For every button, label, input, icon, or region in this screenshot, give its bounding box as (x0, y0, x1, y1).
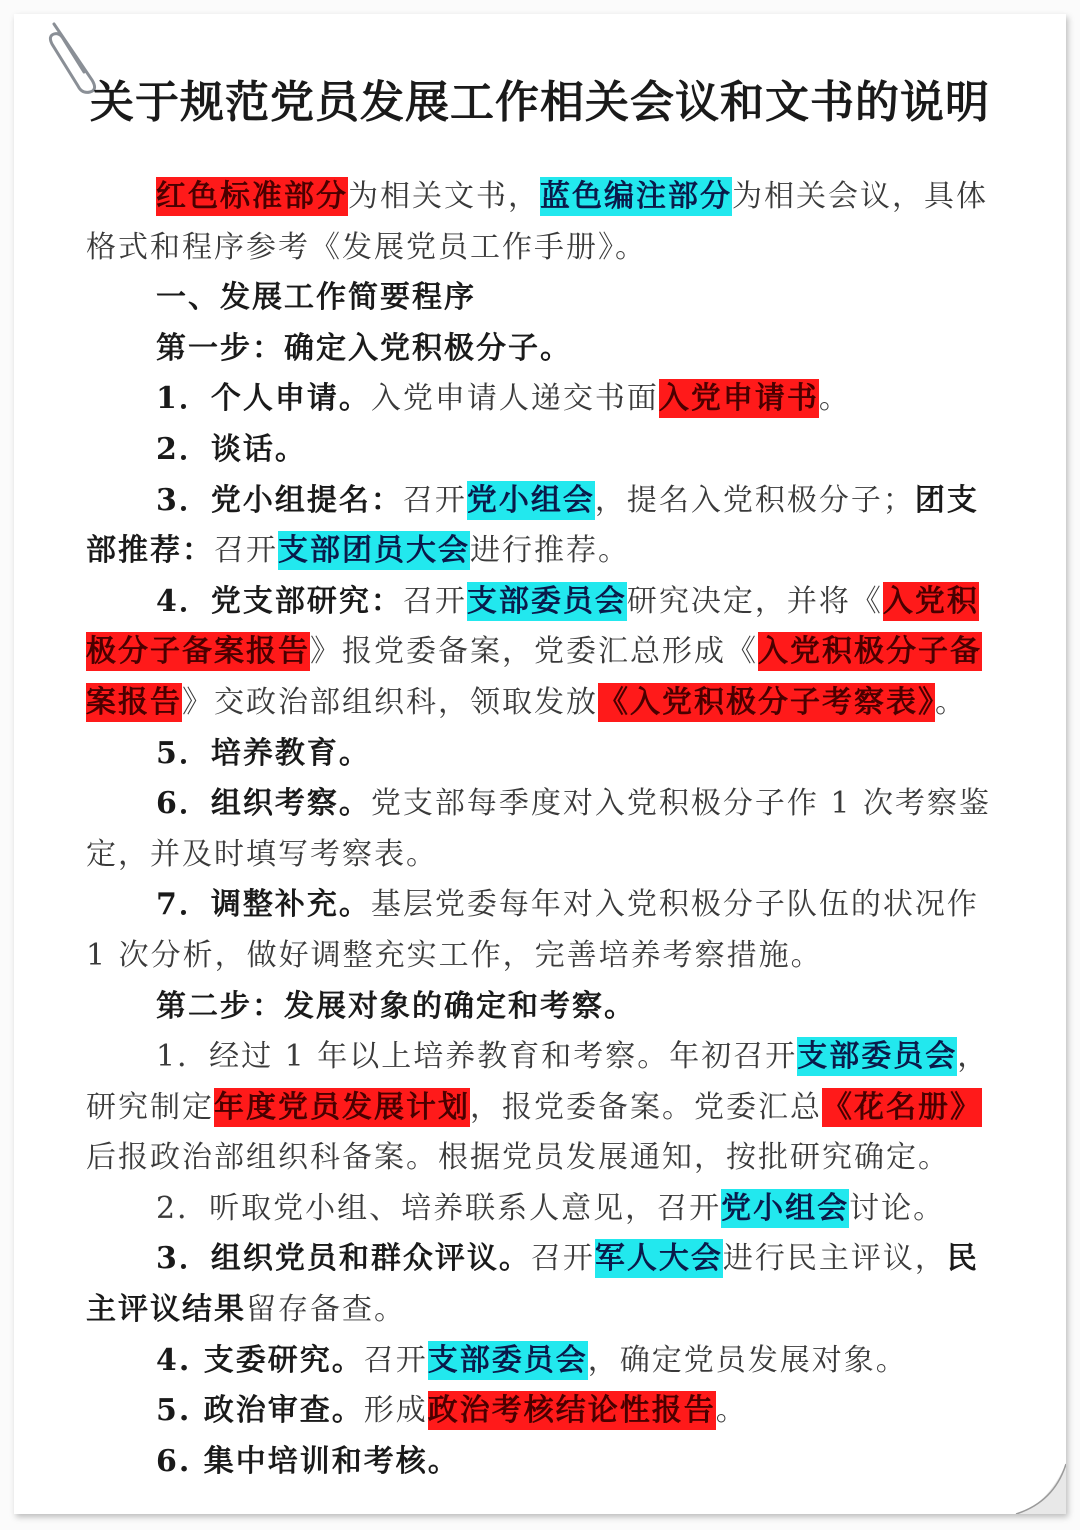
text: 》交政治部组织科，领取发放 (182, 684, 598, 720)
document-body (86, 172, 1046, 1487)
text: ，确定党员发展对象。 (587, 1342, 908, 1378)
step2-item-5 (86, 1386, 1046, 1437)
text: 召开 (402, 583, 467, 619)
step2-item-6 (86, 1437, 1046, 1488)
item-label: 6. 集中培训和考核。 (156, 1443, 460, 1479)
text: 2．听取党小组、培养联系人意见，召开 (156, 1190, 722, 1226)
meeting-highlight: 支部委员会 (466, 583, 627, 619)
item-label: 5．培养教育。 (156, 735, 371, 771)
section-heading: 一、发展工作简要程序 (156, 280, 476, 316)
document-highlight: 入党积 (882, 583, 979, 619)
item-label: 6．组织考察。 (156, 786, 371, 822)
text: 召开 (363, 1342, 428, 1378)
text: 召开 (214, 533, 278, 569)
step1-item-3 (86, 476, 1046, 527)
document-highlight: 入党申请书 (658, 381, 819, 417)
text: 为相关文书， (348, 179, 540, 214)
text: 进行民主评议， (722, 1241, 947, 1277)
text: 进行推荐。 (470, 533, 630, 569)
item-label: 4. 支委研究。 (156, 1342, 364, 1378)
cyan-legend: 蓝色编注部分 (540, 179, 732, 214)
text: 格式和程序参考《发展党员工作手册》。 (86, 229, 647, 265)
item-label: 团支 (914, 482, 979, 518)
step1-item-4-cont1 (86, 627, 1046, 678)
text: 形成 (363, 1393, 428, 1429)
text: 后报政治部组织科备案。根据党员发展通知，按批研究确定。 (86, 1140, 950, 1176)
text: ，提名入党积极分子； (594, 482, 915, 518)
meeting-highlight: 支部委员会 (797, 1039, 958, 1075)
text: 留存备查。 (246, 1292, 406, 1328)
item-label: 部推荐： (86, 533, 214, 569)
step2-heading: 第二步：发展对象的确定和考察。 (156, 988, 636, 1024)
text: 》报党委备案，党委汇总形成《 (310, 634, 758, 670)
text: 。 (818, 381, 851, 417)
step2-item-3 (86, 1234, 1046, 1285)
page-title: 关于规范党员发展工作相关会议和文书的说明 (90, 77, 990, 128)
step2-item-1-cont2 (86, 1133, 1046, 1184)
step1-item-7-cont (86, 931, 1046, 982)
step1-heading: 第一步：确定入党积极分子。 (156, 330, 572, 366)
item-label: 3．党小组提名： (156, 482, 403, 518)
step2-item-4 (86, 1336, 1046, 1387)
document-highlight: 《花名册》 (822, 1089, 982, 1125)
step1-item-1 (86, 374, 1046, 425)
text: 1 次分析，做好调整充实工作，完善培养考察措施。 (86, 937, 823, 973)
text: 召开 (402, 482, 467, 518)
item-label: 2．谈话。 (156, 431, 307, 467)
text: 基层党委每年对入党积极分子队伍的状况作 (370, 887, 979, 923)
step1-item-6 (86, 779, 1046, 830)
item-label: 4．党支部研究： (156, 583, 403, 619)
text: 讨论。 (849, 1190, 946, 1226)
meeting-highlight: 党小组会 (721, 1190, 850, 1226)
step2-item-1-cont1 (86, 1083, 1046, 1134)
item-label: 7．调整补充。 (156, 887, 371, 923)
meeting-highlight: 支部委员会 (427, 1342, 588, 1378)
meeting-highlight: 支部团员大会 (278, 533, 470, 569)
text: ，报党委备案。党委汇总 (470, 1089, 822, 1125)
legend-line-1 (86, 172, 1046, 223)
document-highlight: 极分子备案报告 (86, 634, 310, 670)
item-label: 3．组织党员和群众评议。 (156, 1241, 531, 1277)
text: ， (957, 1039, 990, 1075)
item-label: 民 (946, 1241, 979, 1277)
step1-item-3-cont (86, 526, 1046, 577)
step2-item-2 (86, 1184, 1046, 1235)
step1-item-4-cont2 (86, 678, 1046, 729)
document-highlight: 案报告 (86, 684, 182, 720)
item-label: 5. 政治审查。 (156, 1393, 364, 1429)
text: 定，并及时填写考察表。 (86, 836, 438, 872)
text: 入党申请人递交书面 (370, 381, 659, 417)
item-label: 1．个人申请。 (156, 381, 371, 417)
document-highlight: 政治考核结论性报告 (427, 1393, 716, 1429)
document-highlight: 入党积极分子备 (758, 634, 982, 670)
step2-item-3-cont (86, 1285, 1046, 1336)
text: 。 (715, 1393, 748, 1429)
step1-item-2 (86, 425, 1046, 476)
item-label: 主评议结果 (86, 1292, 246, 1328)
text: 党支部每季度对入党积极分子作 1 次考察鉴 (370, 786, 992, 822)
step1-item-5 (86, 729, 1046, 780)
text: 研究决定，并将《 (626, 583, 883, 619)
text: 研究制定 (86, 1089, 214, 1125)
document-paper (14, 14, 1066, 1514)
text: 召开 (530, 1241, 595, 1277)
step1-item-7 (86, 880, 1046, 931)
document-highlight: 年度党员发展计划 (214, 1089, 470, 1125)
meeting-highlight: 军人大会 (594, 1241, 723, 1277)
document-highlight: 《入党积极分子考察表》 (598, 684, 935, 720)
text: 为相关会议，具体 (732, 179, 988, 214)
step1-item-4 (86, 577, 1046, 628)
legend-line-2 (86, 223, 1046, 274)
text: 。 (935, 684, 967, 720)
step1-item-6-cont (86, 830, 1046, 881)
step2-item-1 (86, 1032, 1046, 1083)
text: 1．经过 1 年以上培养教育和考察。年初召开 (156, 1039, 798, 1075)
red-legend: 红色标准部分 (156, 179, 348, 214)
meeting-highlight: 党小组会 (466, 482, 595, 518)
